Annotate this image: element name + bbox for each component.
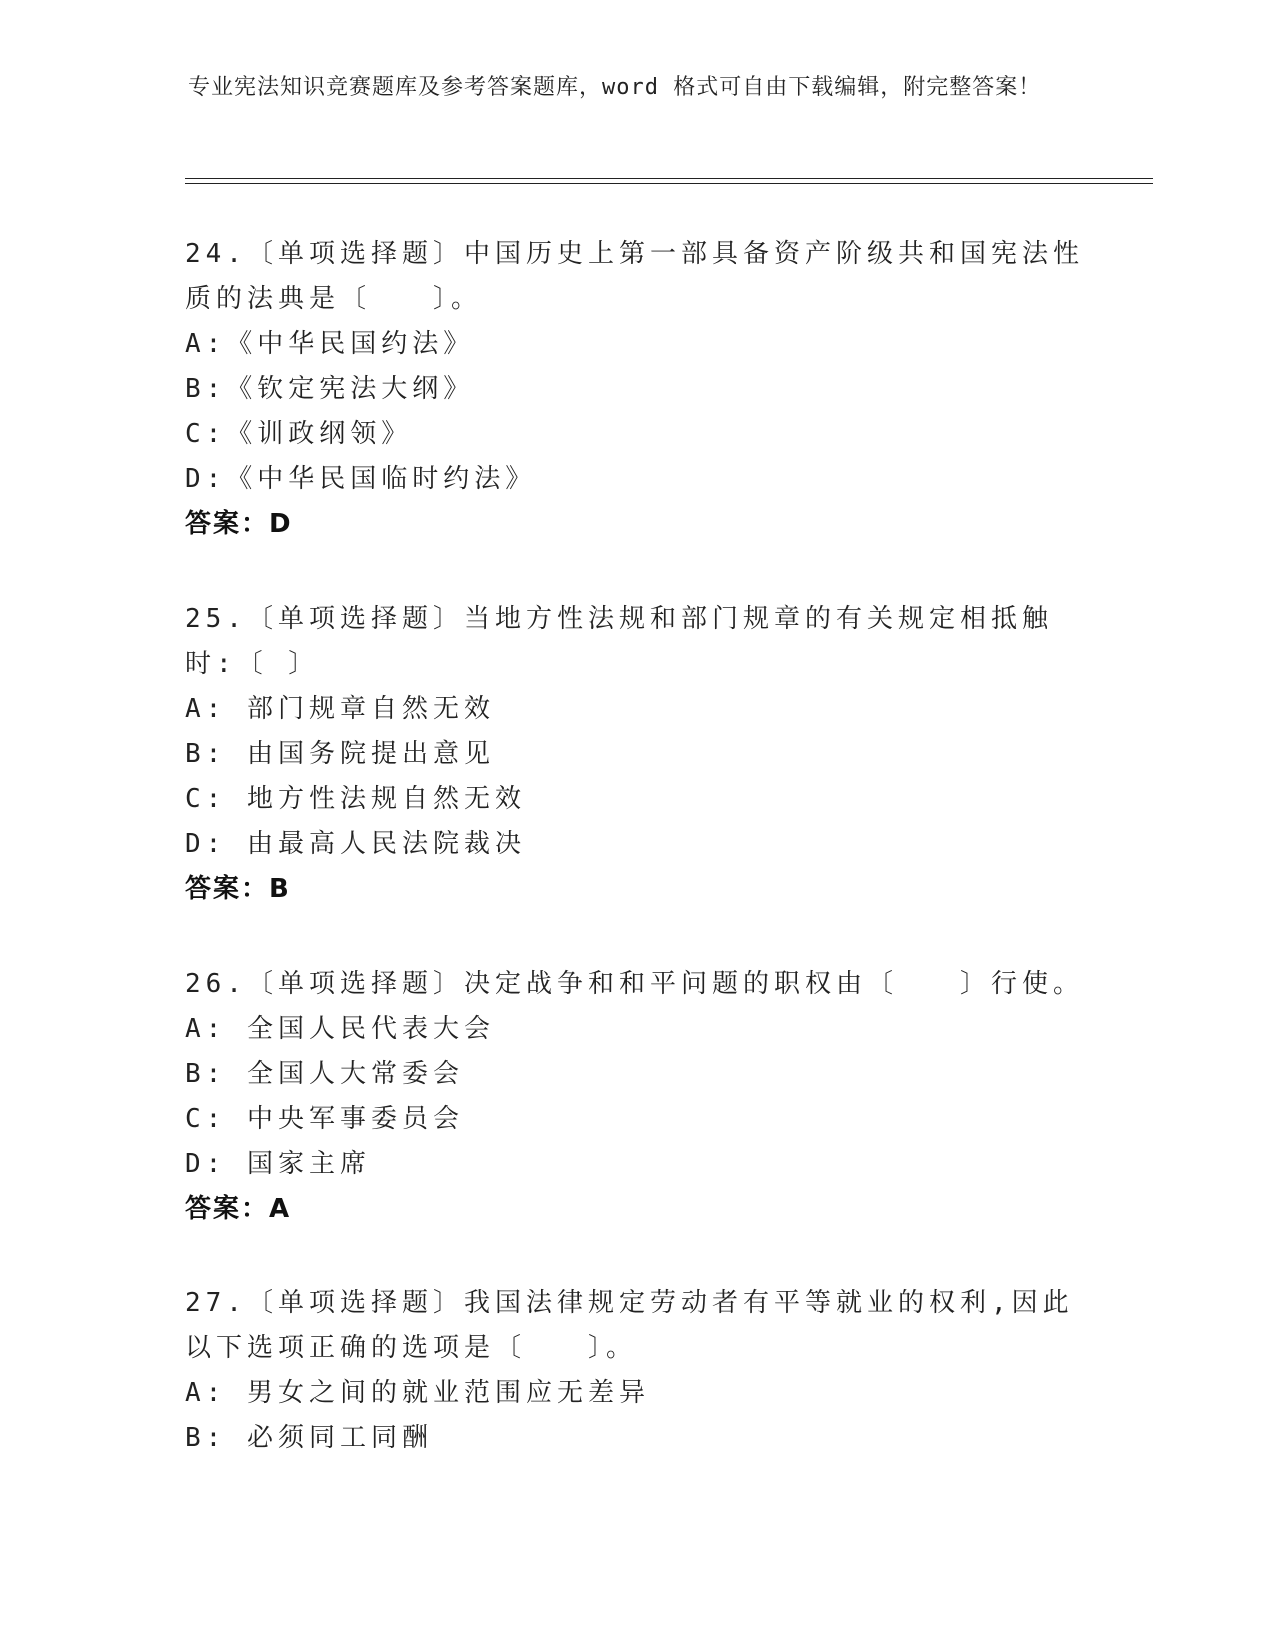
question-25 [185, 597, 1085, 912]
option-a: A: 部门规章自然无效 [185, 694, 495, 724]
option-b: B: 由国务院提出意见 [185, 739, 495, 769]
option-b: B:《钦定宪法大纲》 [185, 374, 475, 404]
question-stem: 26.〔单项选择题〕决定战争和和平问题的职权由〔 〕行使。 [185, 969, 1084, 999]
option-c: C: 中央军事委员会 [185, 1104, 464, 1134]
question-stem: 25.〔单项选择题〕当地方性法规和部门规章的有关规定相抵触时:〔 〕 [185, 604, 1053, 679]
question-26 [185, 962, 1085, 1232]
header-divider-top [185, 178, 1153, 179]
option-d: D: 由最高人民法院裁决 [185, 829, 526, 859]
option-a: A: 全国人民代表大会 [185, 1014, 495, 1044]
answer: 答案：D [185, 509, 293, 539]
question-24 [185, 232, 1085, 547]
question-stem: 24.〔单项选择题〕中国历史上第一部具备资产阶级共和国宪法性质的法典是〔 〕。 [185, 239, 1084, 314]
option-c: C:《训政纲领》 [185, 419, 413, 449]
question-stem: 27.〔单项选择题〕我国法律规定劳动者有平等就业的权利,因此以下选项正确的选项是〔 〕。 [185, 1288, 1074, 1363]
option-b: B: 全国人大常委会 [185, 1059, 464, 1089]
answer: 答案：A [185, 1194, 292, 1224]
question-27 [185, 1281, 1085, 1461]
header-divider-bottom [185, 183, 1153, 184]
option-c: C: 地方性法规自然无效 [185, 784, 526, 814]
option-b: B: 必须同工同酬 [185, 1423, 433, 1453]
option-d: D:《中华民国临时约法》 [185, 464, 537, 494]
document-header: 专业宪法知识竞赛题库及参考答案题库，word 格式可自由下载编辑，附完整答案！ [188, 75, 1042, 100]
answer: 答案：B [185, 874, 291, 904]
option-d: D: 国家主席 [185, 1149, 371, 1179]
option-a: A: 男女之间的就业范围应无差异 [185, 1378, 650, 1408]
option-a: A:《中华民国约法》 [185, 329, 475, 359]
